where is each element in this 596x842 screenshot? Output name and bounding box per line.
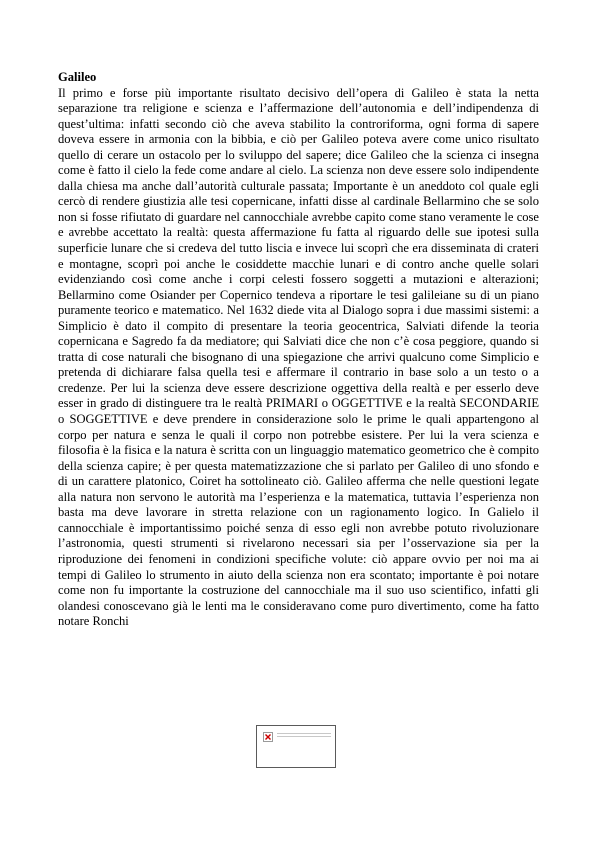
document-content [58,70,539,630]
embedded-image-placeholder [256,725,336,768]
document-title: Galileo [58,70,97,84]
image-alt-text-placeholder [277,733,331,739]
broken-image-icon [263,732,273,742]
document-paragraph: Il primo e forse più importante risultato decisivo dell’opera di Galileo è stata la netta separazione tra religione e scienza e l’affermazione dell’autonomia e dell’indipendenza di quest’ultima: infatti secondo ciò che aveva stabilito la controriforma, ogni forma di sapere doveva essere in armonia con la bibbia, e ciò per Galileo poteva avere come unico risultato quello di cerare un ostacolo per lo sviluppo del sapere; dice Galileo che la scienza ci insegna come è fatto il cielo la fede come andare al cielo. La scienza non deve essere solo indipendente dalla chiesa ma anche dall’autorità culturale passata; Importante è un aneddoto col quale egli cercò di rendere giustizia alle tesi copernicane, infatti disse al cardinale Bellarmino che se solo non si fosse rifiutato di guardare nel cannocchiale avrebbe capito come stano veramente le cose e avrebbe accettato la realtà: questa affermazione fu fatta al riguardo delle sue ipotesi sulla superficie lunare che si credeva del tutto liscia e invece lui scoprì che era disseminata di crateri e montagne, scoprì poi anche le cosiddette macchie lunari e di contro anche quelle solari evidenziando così come anche i corpi celesti fossero soggetti a mutazioni e alterazioni; Bellarmino come Osiander per Copernico tendeva a riportare le tesi galileiane su di un piano puramente teorico e matematico. Nel 1632 diede vita al Dialogo sopra i due massimi sistemi: a Simplicio è dato il compito di presentare la teoria geocentrica, Salviati difende la teoria copernicana e Sagredo fa da mediatore; qui Salviati dice che non c’è cosa peggiore, quando si tratta di cose naturali che bisognano di una spiegazione che arrivi qualcuno come Simplicio e pretenda di dichiarare falsa quella tesi e affermare il contrario in base solo a un testo o a credenze. Per lui la scienza deve essere descrizione oggettiva della realtà e per esserlo deve esser in grado di distinguere tra le realtà PRIMARI o OGGETTIVE e la realtà SECONDARIE o SOGGETTIVE e deve prendere in considerazione solo le prime le quali appartengono al corpo per natura e senza le quali il corpo non potrebbe esistere. Per lui la vera scienza e filosofia è la fisica e la natura è scritta con un linguaggio matematico geometrico che è compito della scienza capire; è per questa matematizzazione che si parlato per Galileo di uno sfondo e di un carattere platonico, Coiret ha sottolineato ciò. Galileo afferma che nelle questioni legate alla natura non servono le autorità ma l’esperienza e la matematica, tuttavia l’esperienza non basta ma deve lavorare in stretta relazione con un ragionamento logico. In Galielo il cannocchiale è importantissimo poiché senza di esso egli non avrebbe potuto rivoluzionare l’astronomia, questi strumenti si rivelarono necessari sia per l’osservazione sia per la riproduzione dei fenomeni in condizioni specifiche volute: ciò appare ovvio per noi ma ai tempi di Galileo lo strumento in aiuto della scienza non era scontato; importante è poi notare come non fu importante la costruzione del cannocchiale ma il suo uso scientifico, infatti gli olandesi conoscevano già le lenti ma le consideravano come puro divertimento, come ha fatto notare Ronchi [58,85,539,629]
